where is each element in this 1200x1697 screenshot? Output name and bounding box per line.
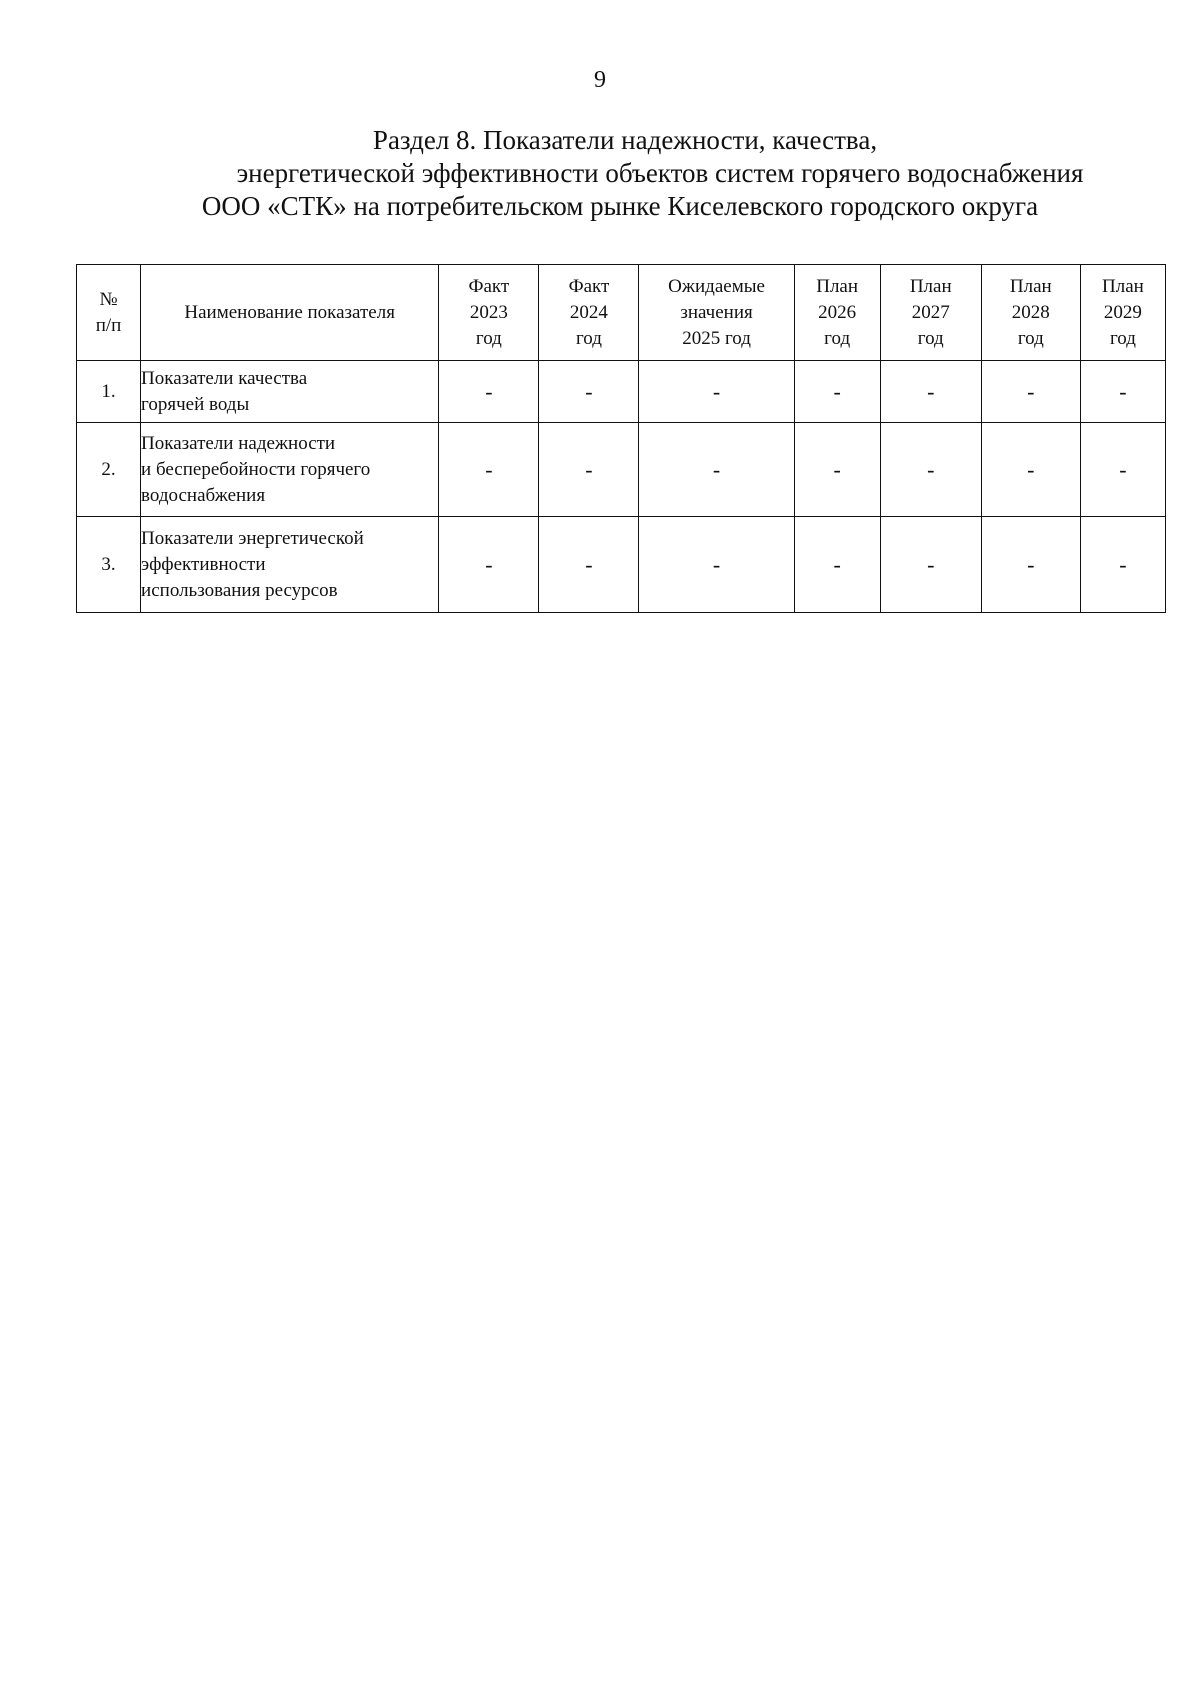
indicator-name bbox=[141, 517, 439, 613]
heading-line-3: ООО «СТК» на потребительском рынке Киселевского городского округа bbox=[201, 191, 1039, 221]
indicator-name bbox=[141, 423, 439, 517]
value-plan-2028: - bbox=[981, 361, 1080, 423]
header-plan-2029-line: План bbox=[1102, 275, 1144, 297]
value-fact-2023: - bbox=[439, 361, 539, 423]
header-fact-2023-line: год bbox=[475, 327, 502, 349]
indicator-name-line: эффективности bbox=[141, 553, 266, 575]
value-plan-2027: - bbox=[880, 423, 981, 517]
value-expected-2025: - bbox=[639, 423, 794, 517]
value-fact-2023: - bbox=[439, 517, 539, 613]
value-expected-2025: - bbox=[639, 361, 794, 423]
page-number: 9 bbox=[594, 67, 606, 93]
header-fact-2024 bbox=[539, 265, 639, 361]
value-expected-2025: - bbox=[639, 517, 794, 613]
header-plan-2027 bbox=[880, 265, 981, 361]
header-plan-2028-line: План bbox=[1009, 275, 1052, 297]
header-plan-2029 bbox=[1080, 265, 1165, 361]
header-num bbox=[77, 265, 141, 361]
row-number: 3. bbox=[77, 517, 141, 613]
header-name-line: Наименование показателя bbox=[184, 301, 395, 323]
value-plan-2029: - bbox=[1080, 423, 1165, 517]
heading-line-1: Раздел 8. Показатели надежности, качества, bbox=[372, 125, 878, 155]
indicator-name-line: горячей воды bbox=[141, 393, 250, 415]
indicator-name-line: Показатели надежности bbox=[141, 432, 336, 454]
header-plan-2026-line: год bbox=[824, 327, 851, 349]
table-row bbox=[77, 361, 1166, 423]
value-fact-2023: - bbox=[439, 423, 539, 517]
heading-line-2: энергетической эффективности объектов систем горячего водоснабжения bbox=[236, 158, 1084, 188]
header-plan-2027-line: План bbox=[909, 275, 952, 297]
indicator-name-line: использования ресурсов bbox=[141, 579, 338, 601]
header-fact-2023-line: Факт bbox=[468, 275, 510, 297]
header-plan-2029-line: 2029 bbox=[1103, 301, 1142, 323]
header-plan-2028 bbox=[981, 265, 1080, 361]
header-fact-2023-line: 2023 bbox=[469, 301, 508, 323]
value-plan-2026: - bbox=[794, 423, 880, 517]
header-fact-2024-line: Факт bbox=[568, 275, 610, 297]
indicator-name-line: водоснабжения bbox=[141, 484, 266, 506]
header-fact-2024-line: 2024 bbox=[569, 301, 608, 323]
indicators-table bbox=[76, 264, 1166, 613]
header-plan-2026-line: 2026 bbox=[818, 301, 857, 323]
header-num-line: п/п bbox=[95, 314, 122, 336]
table-header-row bbox=[77, 265, 1166, 361]
header-expected-2025 bbox=[639, 265, 794, 361]
header-name bbox=[141, 265, 439, 361]
table-row bbox=[77, 423, 1166, 517]
indicator-name bbox=[141, 361, 439, 423]
header-plan-2027-line: 2027 bbox=[911, 301, 950, 323]
indicator-name-line: и бесперебойности горячего bbox=[141, 458, 371, 480]
value-plan-2026: - bbox=[794, 517, 880, 613]
header-plan-2028-line: 2028 bbox=[1011, 301, 1050, 323]
row-number: 1. bbox=[77, 361, 141, 423]
header-expected-2025-line: Ожидаемые bbox=[668, 275, 765, 297]
value-plan-2029: - bbox=[1080, 361, 1165, 423]
header-plan-2028-line: год bbox=[1017, 327, 1044, 349]
value-plan-2027: - bbox=[880, 517, 981, 613]
indicator-name-line: Показатели энергетической bbox=[141, 527, 364, 549]
indicator-name-line: Показатели качества bbox=[141, 367, 308, 389]
value-fact-2024: - bbox=[539, 517, 639, 613]
value-plan-2026: - bbox=[794, 361, 880, 423]
header-expected-2025-line: значения bbox=[680, 301, 753, 323]
value-plan-2029: - bbox=[1080, 517, 1165, 613]
value-plan-2028: - bbox=[981, 517, 1080, 613]
header-plan-2026 bbox=[794, 265, 880, 361]
table-row bbox=[77, 517, 1166, 613]
header-fact-2024-line: год bbox=[575, 327, 602, 349]
header-plan-2027-line: год bbox=[917, 327, 944, 349]
section-heading bbox=[100, 124, 1140, 223]
header-num-line: № bbox=[99, 288, 118, 310]
value-plan-2028: - bbox=[981, 423, 1080, 517]
header-fact-2023 bbox=[439, 265, 539, 361]
value-fact-2024: - bbox=[539, 423, 639, 517]
header-plan-2026-line: План bbox=[816, 275, 859, 297]
value-fact-2024: - bbox=[539, 361, 639, 423]
row-number: 2. bbox=[77, 423, 141, 517]
header-plan-2029-line: год bbox=[1109, 327, 1136, 349]
value-plan-2027: - bbox=[880, 361, 981, 423]
header-expected-2025-line: 2025 год bbox=[682, 327, 751, 349]
